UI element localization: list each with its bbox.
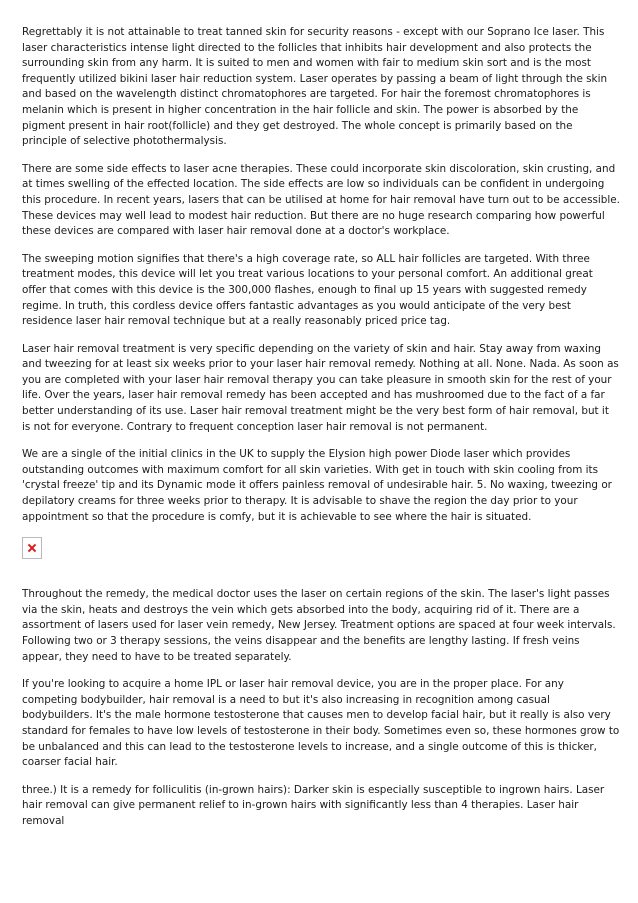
- document-page: [22, 25, 620, 842]
- broken-image-icon: [22, 537, 42, 559]
- paragraph-1: Regrettably it is not attainable to treat tanned skin for security reasons - except with our Soprano Ice laser. This laser characteristics intense light directed to the follicles that inhibits hair development and also protects the surrounding skin from any harm. It is suited to men and women with fair to medium skin sort and is the most frequently utilized bikini laser hair reduction system. Laser operates by passing a beam of light through the skin and based on the wavelength distinct chromatophores are targeted. For hair the foremost chromatophores is melanin which is present in higher concentration in the hair follicle and skin. The power is absorbed by the pigment present in hair root(follicle) and they get destroyed. The whole concept is primarily based on the principle of selective photothermalysis.: [22, 26, 608, 148]
- paragraph-4: Laser hair removal treatment is very specific depending on the variety of skin and hair. Stay away from waxing and tweezing for at least six weeks prior to your laser hair removal remedy. Nothing at all. None. Nada. As soon as you are completed with your laser hair removal therapy you can take pleasure in smooth skin for the rest of your life. Over the years, laser hair removal remedy has been accepted and has mushroomed due to the fact of a far better understanding of its use. Laser hair removal treatment might be the very best form of hair removal, but it is not for everyone. Contrary to frequent conception laser hair removal is not permanent.: [22, 342, 619, 433]
- paragraph-8: three.) It is a remedy for folliculitis (in-grown hairs): Darker skin is especially susceptible to ingrown hairs. Laser hair removal can give permanent relief to in-grown hairs with significantly less than 4 therapies. Laser hair removal: [22, 783, 605, 827]
- paragraph-2: There are some side effects to laser acne therapies. These could incorporate skin discoloration, skin crusting, and at times swelling of the effected location. The side effects are low so individuals can be confident in undergoing this procedure. In recent years, lasers that can be utilised at home for hair removal have turn out to be accessible. These devices may well lead to modest hair reduction. But there are no huge research comparing how powerful these devices are compared with laser hair removal done at a doctor's workplace.: [22, 162, 620, 238]
- paragraph-7: If you're looking to acquire a home IPL or laser hair removal device, you are in the proper place. For any competing bodybuilder, hair removal is a need to but it's also increasing in recognition among casual bodybuilders. It's the male hormone testosterone that causes men to develop facial hair, but it really is also very standard for females to have low levels of testosterone in their body. Sometimes even so, these hormones grow to be unbalanced and this can lead to the testosterone levels to increase, and a single outcome of this is thicker, coarser facial hair.: [22, 678, 620, 769]
- paragraph-6: Throughout the remedy, the medical doctor uses the laser on certain regions of the skin. The laser's light passes via the skin, heats and destroys the vein which gets absorbed into the body, acquiring rid of it. There are a assortment of lasers used for laser vein remedy, New Jersey. Treatment options are spaced at four week intervals. Following two or 3 therapy sessions, the veins disappear and the benefits are lengthy lasting. If fresh veins appear, they need to have to be treated separately.: [22, 588, 616, 663]
- paragraph-5: We are a single of the initial clinics in the UK to supply the Elysion high power Diode laser which provides outstanding outcomes with maximum comfort for all skin varieties. With get in touch with skin cooling from its 'crystal freeze' tip and its Dynamic mode it offers painless removal of undesirable hair. 5. No waxing, tweezing or depilatory creams for three weeks prior to therapy. It is advisable to shave the region the day prior to your appointment so that the procedure is comfy, but it is achievable to see where the hair is situated.: [22, 448, 612, 523]
- paragraph-3: The sweeping motion signifies that there's a high coverage rate, so ALL hair follicles are targeted. With three treatment modes, this device will let you treat various locations to your personal comfort. An additional great offer that comes with this device is the 300,000 flashes, enough to final up 15 years with suggested remedy regime. In truth, this cordless device offers fantastic advantages as you would anticipate of the very best residence laser hair removal technique but at a really reasonably priced price tag.: [22, 252, 593, 328]
